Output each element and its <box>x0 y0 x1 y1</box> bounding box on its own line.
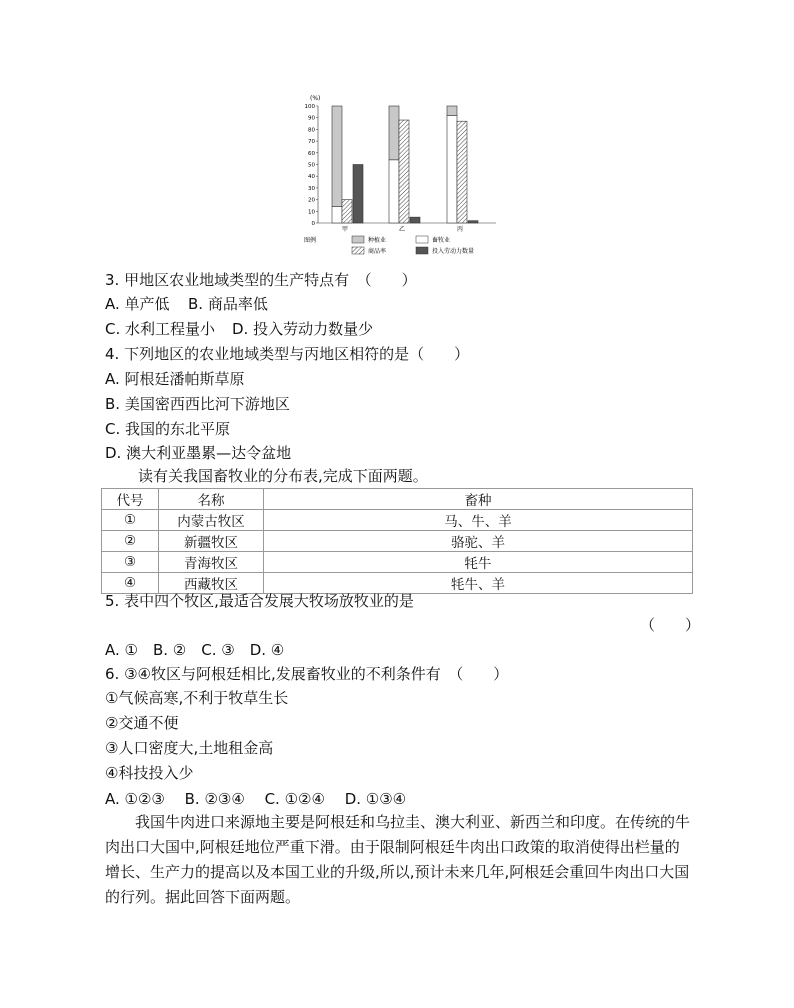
legend-swatch-planting <box>352 236 364 243</box>
y-tick-label: 30 <box>308 185 315 192</box>
y-tick-label: 40 <box>308 174 315 181</box>
q6-item-2: ②交通不便 <box>105 714 179 732</box>
category-labels <box>342 225 463 233</box>
chart-legend <box>304 236 474 255</box>
y-tick-label: 20 <box>308 197 315 204</box>
bar-planting <box>389 106 399 160</box>
legend-swatch-commodity <box>352 247 364 254</box>
legend-label-labor: 投入劳动力数量 <box>432 248 475 255</box>
bar-labor-input <box>410 217 420 223</box>
q5-options: A. ① B. ② C. ③ D. ④ <box>105 641 285 659</box>
table-header-row <box>102 489 693 510</box>
cell-species: 马、牛、羊 <box>264 510 693 531</box>
herd-distribution-table <box>101 488 693 594</box>
legend-title: 图例 <box>304 237 317 244</box>
cell-species: 牦牛 <box>264 552 693 573</box>
cell-name: 青海牧区 <box>159 552 264 573</box>
cell-code: ③ <box>102 552 159 573</box>
header-species: 畜种 <box>264 489 693 510</box>
cell-code: ② <box>102 531 159 552</box>
q3-option-d: D. 投入劳动力数量少 <box>232 320 374 338</box>
q4-option-b: B. 美国密西西比河下游地区 <box>105 395 290 413</box>
bar-commodity-rate <box>399 120 409 223</box>
q6-stem: 6. ③④牧区与阿根廷相比,发展畜牧业的不利条件有 （ ） <box>105 665 509 683</box>
passage-paragraph: 我国牛肉进口来源地主要是阿根廷和乌拉圭、澳大利亚、新西兰和印度。在传统的牛肉出口大国中,阿根廷地位严重下滑。由于限制阿根廷牛肉出口政策的取消使得出栏量的增长、生产力的提高以及本国工业的升级,所以,预计未来几年,阿根廷会重回牛肉出口大国的行列。据此回答下面两题。 <box>105 813 691 906</box>
cell-code: ④ <box>102 573 159 594</box>
q6-item-3: ③人口密度大,土地租金高 <box>105 739 274 757</box>
q4-option-a: A. 阿根廷潘帕斯草原 <box>105 370 245 388</box>
q5-answer-paren: （ ） <box>640 616 701 634</box>
bar-labor-input <box>468 221 478 223</box>
bar-livestock <box>447 115 457 223</box>
legend-swatch-labor <box>416 247 428 254</box>
cell-species: 骆驼、羊 <box>264 531 693 552</box>
chart-ylabel: (%) <box>310 95 321 102</box>
header-code: 代号 <box>102 489 159 510</box>
q6-options: A. ①②③ B. ②③④ C. ①②④ D. ①③④ <box>105 790 407 808</box>
q3-option-b: B. 商品率低 <box>188 295 268 313</box>
q6-item-4: ④科技投入少 <box>105 764 194 782</box>
q3-option-c: C. 水利工程量小 <box>105 320 216 338</box>
cell-species: 牦牛、羊 <box>264 573 693 594</box>
y-tick-label: 0 <box>311 221 315 227</box>
bar-planting <box>447 106 457 115</box>
cell-name: 新疆牧区 <box>159 531 264 552</box>
q4-option-d: D. 澳大利亚墨累—达令盆地 <box>105 444 292 462</box>
bar-commodity-rate <box>342 200 352 223</box>
category-label: 丙 <box>456 226 464 233</box>
q4-stem: 4. 下列地区的农业地域类型与丙地区相符的是（ ） <box>105 345 470 363</box>
table-intro: 读有关我国畜牧业的分布表,完成下面两题。 <box>138 467 428 485</box>
bar-chart <box>300 92 500 262</box>
legend-label-livestock: 畜牧业 <box>432 237 451 244</box>
bar-planting <box>332 106 342 207</box>
bar-livestock <box>332 207 342 223</box>
y-tick-label: 10 <box>308 209 315 216</box>
y-tick-label: 100 <box>304 104 315 110</box>
cell-code: ① <box>102 510 159 531</box>
legend-label-commodity: 商品率 <box>368 248 387 255</box>
y-tick-label: 90 <box>308 115 315 122</box>
bar-livestock <box>389 160 399 223</box>
category-label: 乙 <box>398 226 406 233</box>
q3-option-a: A. 单产低 <box>105 295 170 313</box>
q4-option-c: C. 我国的东北平原 <box>105 420 231 438</box>
y-tick-label: 50 <box>308 162 315 169</box>
q6-item-1: ①气候高寒,不利于牧草生长 <box>105 689 289 707</box>
q5-stem: 5. 表中四个牧区,最适合发展大牧场放牧业的是 <box>105 592 414 610</box>
header-name: 名称 <box>159 489 264 510</box>
legend-label-planting: 种植业 <box>368 237 387 244</box>
y-tick-label: 70 <box>308 139 315 146</box>
cell-name: 西藏牧区 <box>159 573 264 594</box>
q3-stem: 3. 甲地区农业地域类型的生产特点有 （ ） <box>105 271 417 289</box>
bars <box>332 106 478 223</box>
table-row <box>102 510 693 531</box>
table-row <box>102 531 693 552</box>
cell-name: 内蒙古牧区 <box>159 510 264 531</box>
bar-labor-input <box>353 165 363 224</box>
bar-commodity-rate <box>457 121 467 223</box>
y-tick-label: 60 <box>308 150 315 157</box>
legend-swatch-livestock <box>416 236 428 243</box>
table-row <box>102 552 693 573</box>
category-label: 甲 <box>341 226 349 233</box>
y-tick-label: 80 <box>308 127 315 134</box>
